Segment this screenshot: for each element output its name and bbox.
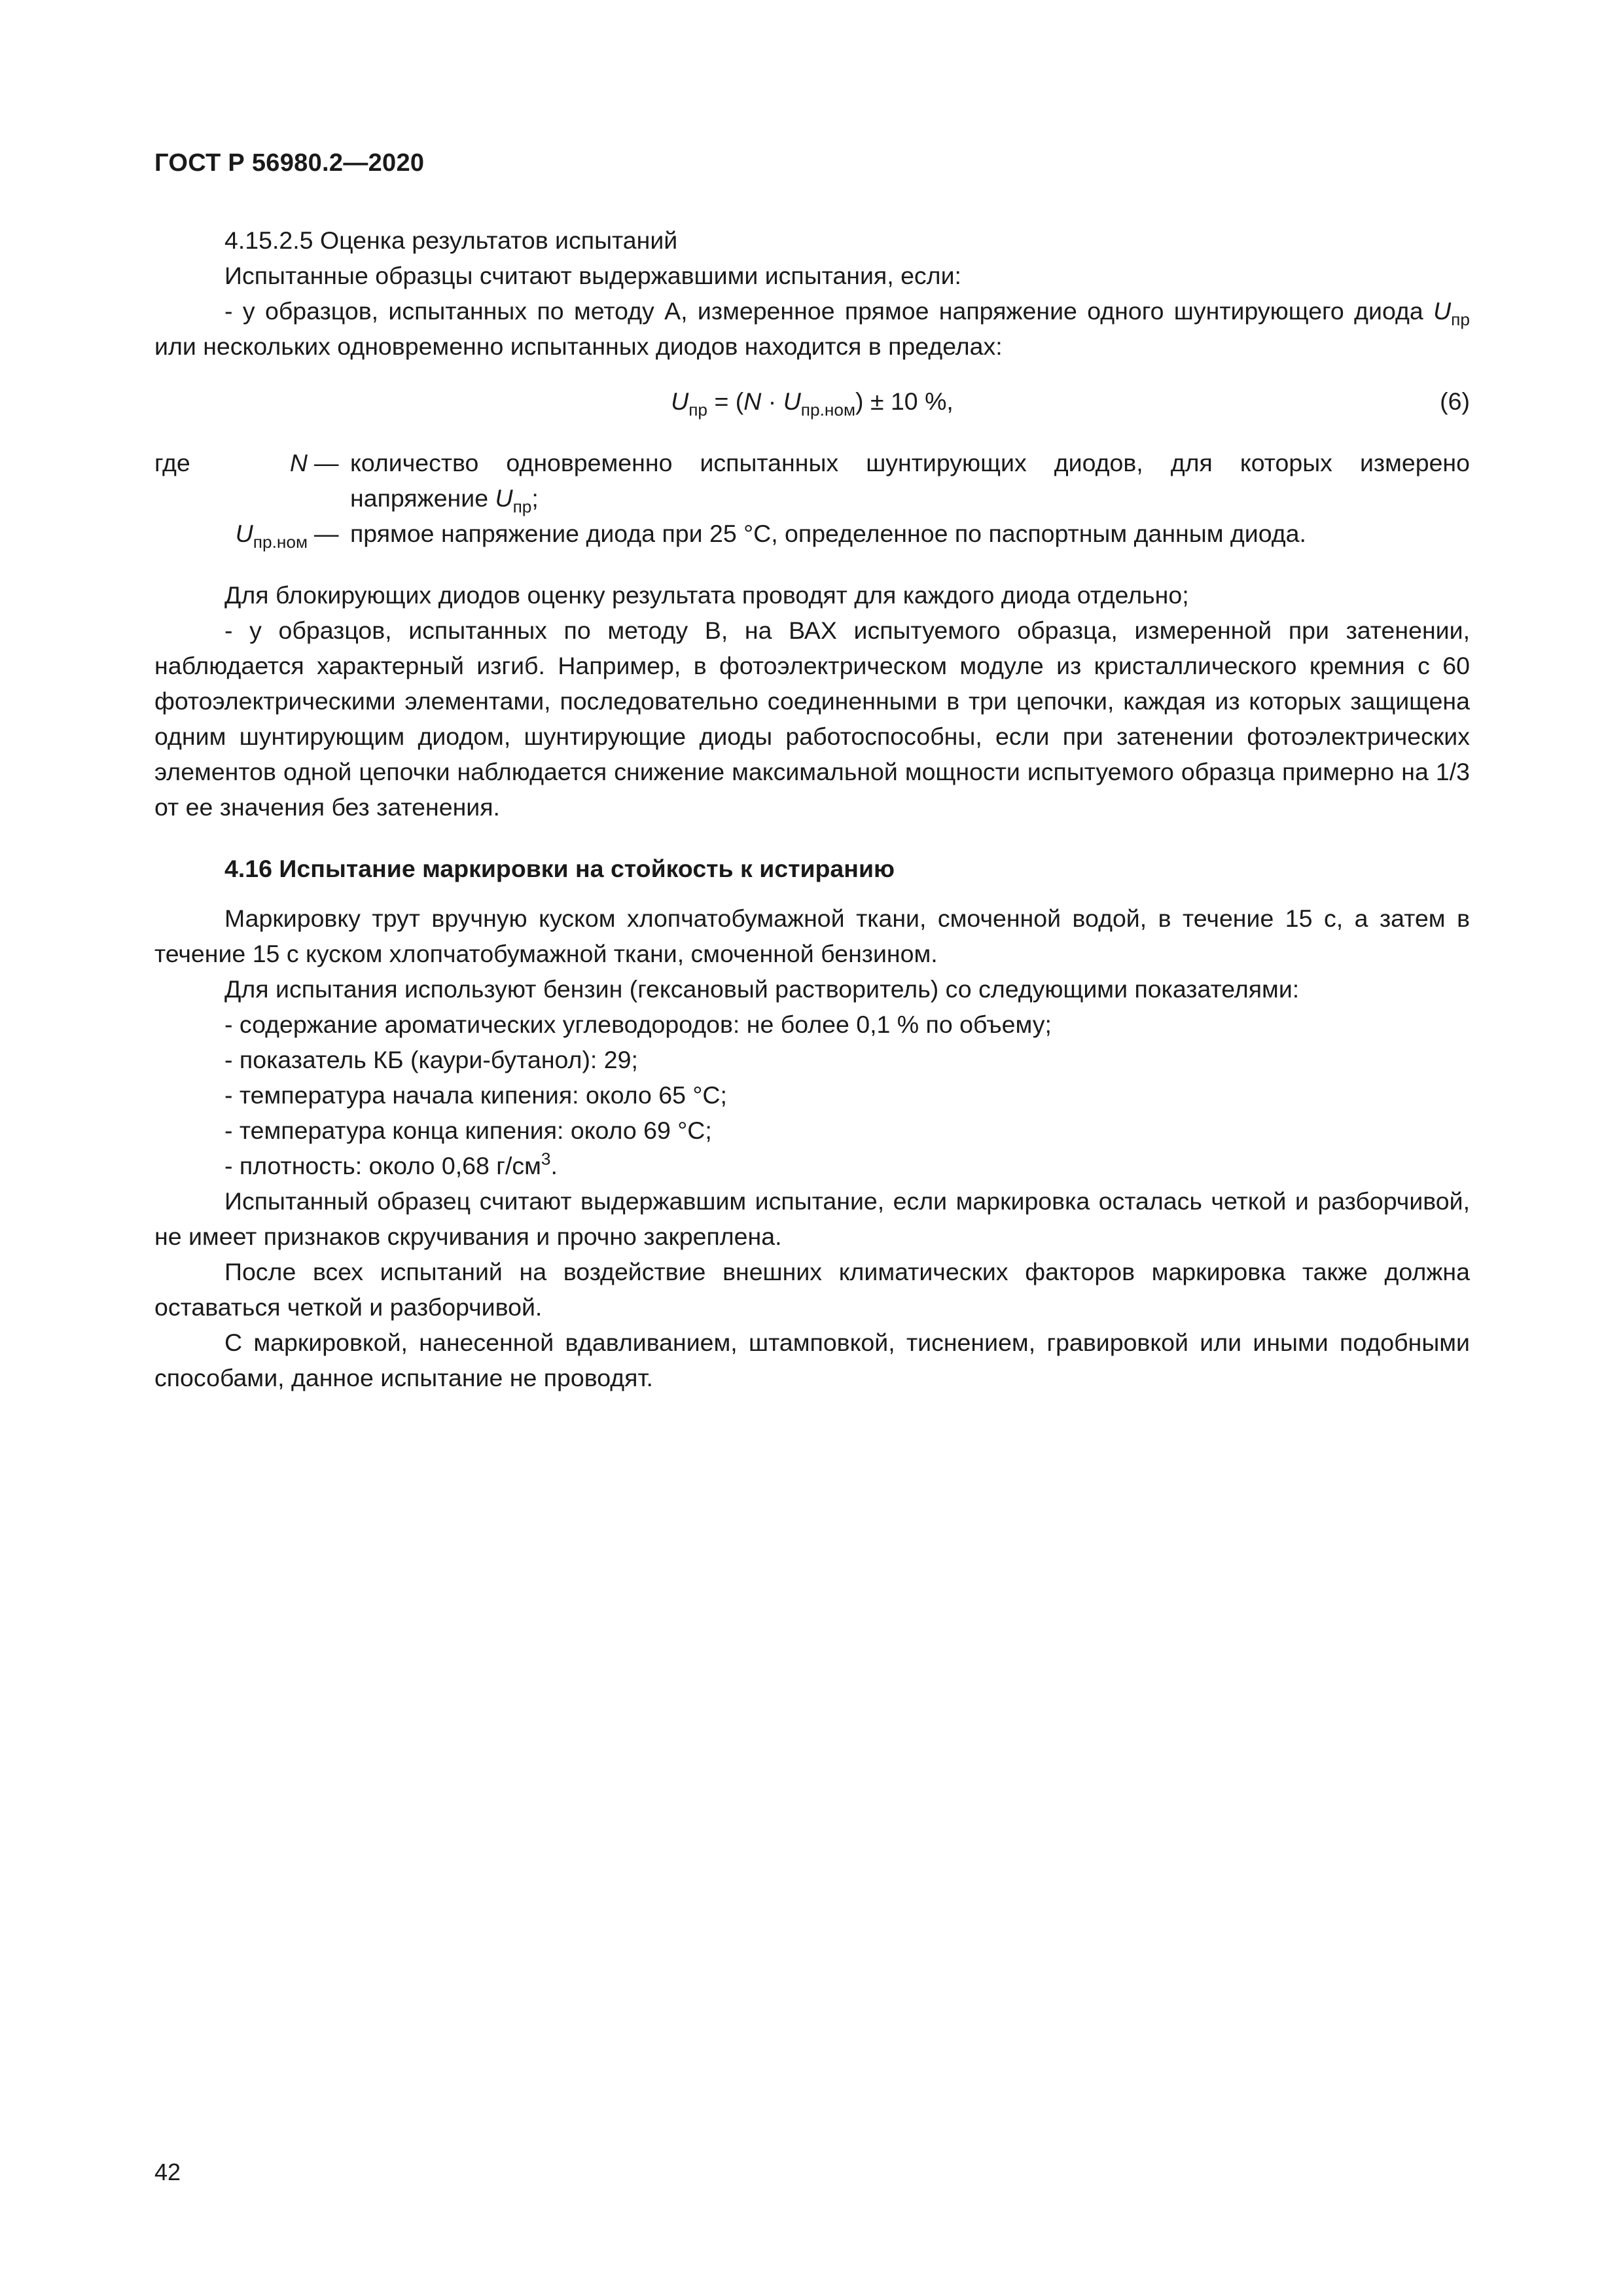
- pass-criteria-paragraph: Испытанный образец считают выдержавшим испытание, если маркировка осталась четкой и разборчивой, не имеет признаков скручивания и прочно закреплена.: [154, 1187, 1470, 1250]
- formula-n-symbol: N: [743, 387, 762, 415]
- u-subscript: пр: [1451, 310, 1470, 330]
- exemption-paragraph: С маркировкой, нанесенной вдавливанием, штамповкой, тиснением, гравировкой или иными подобными способами, данное испытание не проводят.: [154, 1329, 1470, 1391]
- definition-u-subscript: пр.ном: [253, 532, 308, 552]
- equation-number: (6): [1440, 387, 1470, 415]
- solvent-item-1: - содержание ароматических углеводородов: не более 0,1 % по объему;: [224, 1011, 1052, 1038]
- definition-u-dash: —: [314, 520, 339, 547]
- method-a-text-1: - у образцов, испытанных по методу А, измеренное прямое напряжение одного шунтирующего диода: [224, 297, 1434, 325]
- density-superscript: 3: [541, 1149, 551, 1169]
- definition-u-text: прямое напряжение диода при 25 °С, определенное по паспортным данным диода.: [350, 520, 1306, 547]
- solvent-item-5: [154, 1148, 1470, 1183]
- rubbing-paragraph: Маркировку трут вручную куском хлопчатобумажной ткани, смоченной водой, в течение 15 с, а затем в течение 15 с куском хлопчатобумажной ткани, смоченной бензином.: [154, 905, 1470, 967]
- blocking-diodes-paragraph: Для блокирующих диодов оценку результата проводят для каждого диода отдельно;: [224, 581, 1189, 609]
- formula-lhs-symbol: U: [671, 387, 689, 415]
- density-end: .: [550, 1152, 558, 1179]
- formula-tolerance: ) ± 10 %,: [855, 387, 954, 415]
- definition-u-symbol: [224, 516, 314, 551]
- climatic-paragraph: После всех испытаний на воздействие внешних климатических факторов маркировка также должна оставаться четкой и разборчивой.: [154, 1258, 1470, 1321]
- where-label: где: [154, 449, 190, 476]
- evaluation-intro: Испытанные образцы считают выдержавшими испытания, если:: [224, 262, 961, 289]
- formula-expression: [154, 384, 1470, 419]
- method-a-paragraph: [154, 293, 1470, 364]
- definition-n-text: [350, 445, 1470, 516]
- section-title-4-16: 4.16 Испытание маркировки на стойкость к истиранию: [224, 855, 895, 882]
- solvent-item-4: - температура конца кипения: около 69 °С;: [224, 1117, 712, 1144]
- method-b-paragraph: - у образцов, испытанных по методу В, на ВАХ испытуемого образца, измеренной при затенении, наблюдается характерный изгиб. Например, в фотоэлектрическом модуле из кристаллического кремния с 60 фотоэлектрическими элементами, последовательно соединенными в три цепочки, каждая из которых защищена одним шунтирующим диодом, шунтирующие диоды работоспособны, если при затенении фотоэлектрических элементов одной цепочки наблюдается снижение максимальной мощности испытуемого образца примерно на 1/3 от ее значения без затенения.: [154, 617, 1470, 821]
- formula-dot: ·: [761, 387, 783, 415]
- definition-n-u-symbol: U: [495, 484, 513, 512]
- formula-6: [154, 384, 1470, 419]
- page-number: 42: [154, 2159, 181, 2185]
- definition-n-dash: —: [314, 449, 339, 476]
- u-symbol: U: [1433, 297, 1452, 325]
- definition-n-u-subscript: пр: [512, 497, 532, 517]
- definition-n-text-main: количество одновременно испытанных шунтирующих диодов, для которых измерено напряжение: [350, 449, 1470, 512]
- method-a-text-2: или нескольких одновременно испытанных диодов находится в пределах:: [154, 332, 1003, 360]
- solvent-item-2: - показатель КБ (каури-бутанол): 29;: [224, 1046, 638, 1073]
- definitions-block: [154, 445, 1470, 551]
- formula-u-symbol: U: [783, 387, 801, 415]
- solvent-item-3: - температура начала кипения: около 65 °С;: [224, 1081, 727, 1109]
- document-body: [154, 223, 1470, 1395]
- definition-u-letter: U: [235, 520, 253, 547]
- document-header: ГОСТ Р 56980.2—2020: [154, 149, 425, 177]
- formula-equals: = (: [707, 387, 744, 415]
- section-gap: [154, 825, 1470, 839]
- definition-n-symbol: N: [289, 449, 308, 476]
- formula-lhs-subscript: пр: [688, 400, 708, 420]
- definition-n-text-end: ;: [531, 484, 539, 512]
- formula-u-subscript: пр.ном: [800, 400, 856, 420]
- definition-u-nom: [154, 516, 1470, 551]
- subsection-heading-4-15-2-5: 4.15.2.5 Оценка результатов испытаний: [224, 226, 678, 254]
- definition-n: [154, 445, 1470, 516]
- solvent-intro: Для испытания используют бензин (гексановый растворитель) со следующими показателями:: [224, 975, 1300, 1003]
- density-text: - плотность: около 0,68 г/см: [224, 1152, 541, 1179]
